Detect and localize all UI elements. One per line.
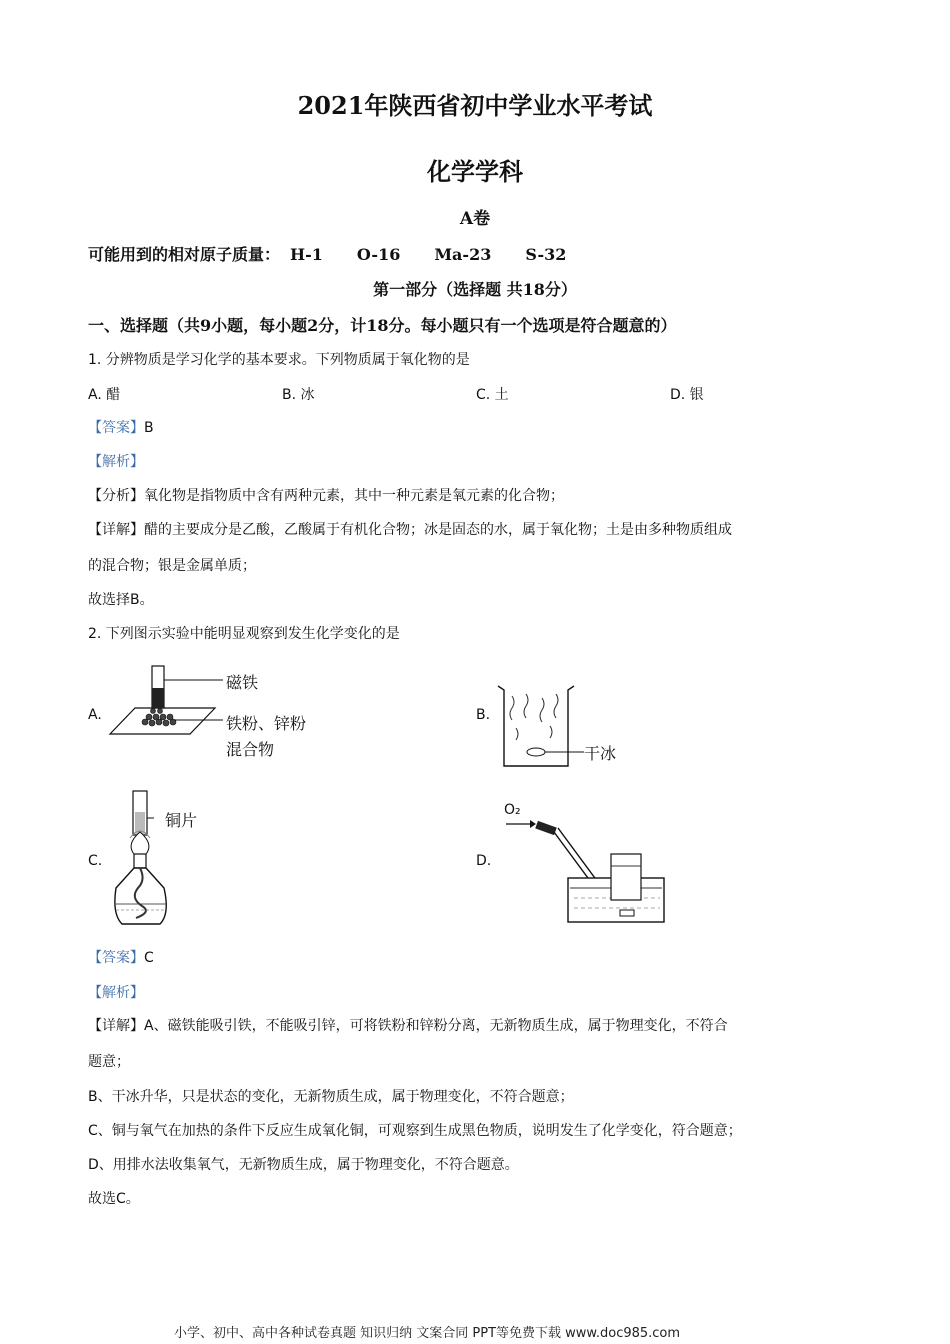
q2-detail-c: C、铜与氧气在加热的条件下反应生成氧化铜，可观察到生成黑色物质，说明发生了化学变化，符合题意； xyxy=(88,1123,742,1139)
detail-text: 醋的主要成分是乙酸，乙酸属于有机化合物；冰是固态的水，属于氧化物；土是由多种物质组成 xyxy=(144,522,732,538)
answer-tag: 【答案】 xyxy=(88,420,144,436)
part-heading: 第一部分（选择题 共18分） xyxy=(373,280,577,299)
q2-stem: 2. 下列图示实验中能明显观察到发生化学变化的是 xyxy=(88,626,400,642)
footer-text: 小学、初中、高中各种试卷真题 知识归纳 文案合同 PPT等免费下载 www.doc985.com xyxy=(174,1326,681,1341)
atomic-mass-o: O-16 xyxy=(356,245,401,264)
label-mixture: 混合物 xyxy=(226,740,275,759)
label-oxygen: O₂ xyxy=(504,802,521,818)
q2-option-a-label: A. xyxy=(88,707,102,723)
figure-magnet xyxy=(105,660,335,760)
q2-detail-b: B、干冰升华，只是状态的变化，无新物质生成，属于物理变化，不符合题意； xyxy=(88,1089,574,1105)
atomic-mass-ma: Ma-23 xyxy=(434,245,492,264)
q1-stem: 1. 分辨物质是学习化学的基本要求。下列物质属于氧化物的是 xyxy=(88,352,470,368)
atomic-mass-line xyxy=(88,242,576,265)
q1-fenxi xyxy=(88,486,564,506)
detail-tag: 【详解】 xyxy=(88,522,144,538)
q1-option-a: A. 醋 xyxy=(88,387,121,403)
label-magnet: 磁铁 xyxy=(226,673,259,692)
q2-option-b-label: B. xyxy=(476,707,491,723)
atomic-mass-s: S-32 xyxy=(525,245,567,264)
q2-analysis-tag: 【解析】 xyxy=(88,985,144,1001)
q1-option-d: D. 银 xyxy=(670,387,704,403)
q1-option-b: B. 冰 xyxy=(282,387,315,403)
fenxi-text: 氧化物是指物质中含有两种元素，其中一种元素是氧元素的化合物； xyxy=(144,488,564,504)
detail-text: A、磁铁能吸引铁，不能吸引锌，可将铁粉和锌粉分离，无新物质生成，属于物理变化，不符合 xyxy=(144,1018,728,1034)
volume-label: A卷 xyxy=(459,209,491,229)
q1-conclusion: 故选择B。 xyxy=(88,592,154,608)
label-dry-ice: 干冰 xyxy=(584,744,617,763)
q2-conclusion: 故选C。 xyxy=(88,1191,140,1207)
figure-water-displacement xyxy=(498,798,678,928)
subject-title: 化学学科 xyxy=(427,157,523,186)
answer-value: C xyxy=(144,950,154,966)
q2-detail-a-line2: 题意； xyxy=(88,1054,130,1070)
q1-detail-line1 xyxy=(88,520,732,540)
fenxi-tag: 【分析】 xyxy=(88,488,144,504)
q2-detail-a-line1 xyxy=(88,1016,728,1036)
label-iron-zinc-powder: 铁粉、锌粉 xyxy=(226,714,307,733)
q1-option-c: C. 土 xyxy=(476,387,509,403)
q2-option-c-label: C. xyxy=(88,853,103,869)
section-heading: 一、选择题（共9小题，每小题2分，计18分。每小题只有一个选项是符合题意的） xyxy=(88,316,677,335)
q1-analysis-tag: 【解析】 xyxy=(88,454,144,470)
q1-detail-line2: 的混合物；银是金属单质； xyxy=(88,558,256,574)
answer-tag: 【答案】 xyxy=(88,950,144,966)
label-copper-sheet: 铜片 xyxy=(165,811,198,830)
q2-answer xyxy=(88,948,154,968)
q1-answer xyxy=(88,418,154,438)
detail-tag: 【详解】 xyxy=(88,1018,144,1034)
answer-value: B xyxy=(144,420,154,436)
exam-title: 2021年陕西省初中学业水平考试 xyxy=(297,91,653,120)
q2-option-d-label: D. xyxy=(476,853,492,869)
atomic-mass-h: H-1 xyxy=(290,245,323,264)
atomic-mass-label: 可能用到的相对原子质量： xyxy=(88,245,281,264)
q2-detail-d: D、用排水法收集氧气，无新物质生成，属于物理变化，不符合题意。 xyxy=(88,1157,519,1173)
